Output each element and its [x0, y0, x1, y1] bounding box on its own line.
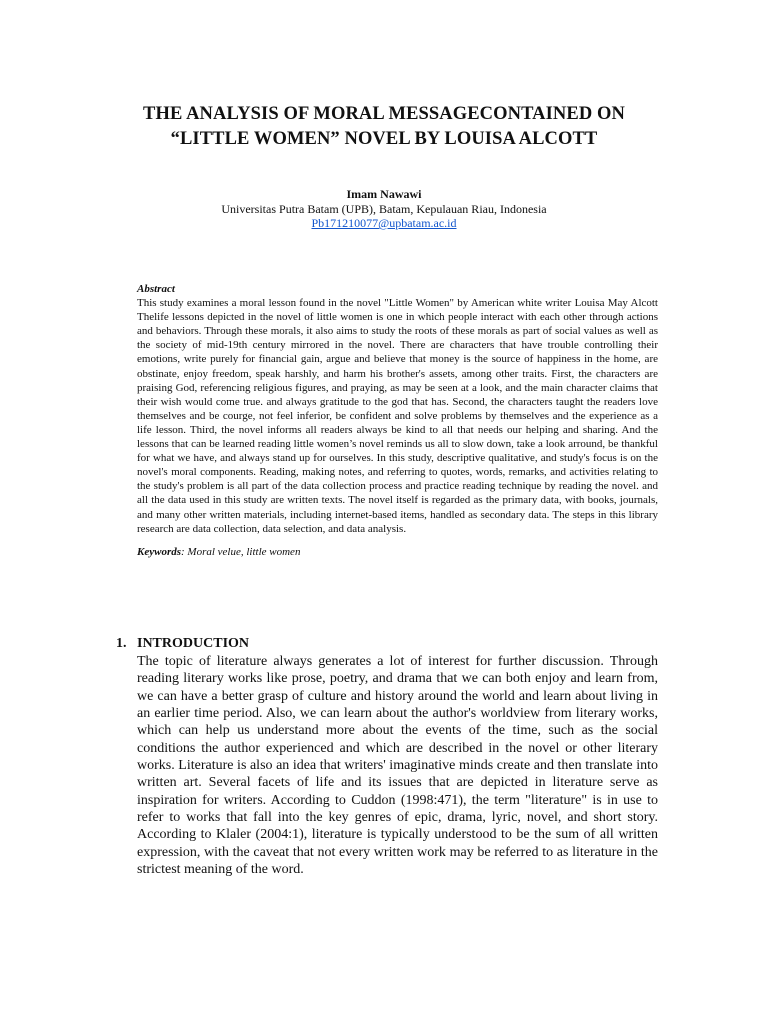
author-block: [100, 187, 668, 231]
keywords-value: : Moral velue, little women: [181, 545, 301, 558]
author-email-link[interactable]: Pb171210077@upbatam.ac.id: [311, 216, 457, 230]
section-heading-introduction: [116, 636, 249, 652]
abstract-heading: Abstract: [137, 283, 175, 295]
paper-title-line-2: “LITTLE WOMEN” NOVEL BY LOUISA ALCOTT: [170, 129, 598, 149]
keywords-label: Keywords: [137, 545, 181, 558]
introduction-paragraph: The topic of literature always generates a lot of interest for further discussion. Through reading literary works like prose, poetry, and drama that we can both enjoy and learn from, we can have a better grasp of culture and history around the world and learn about living in an earlier time period. Also, we can learn about the author's worldview from literary works, which can help us understand more about the events of the time, such as the social conditions the author experienced and which are described in the novel or other literary works. Literature is also an idea that writers' imaginative minds create and then translate into written art. Several facets of life and its issues that are depicted in literature serve as inspiration for writers. According to Cuddon (1998:471), the term "literature" is in use to refer to works that fall into the key genres of epic, drama, lyric, novel, and short story. According to Klaler (2004:1), literature is typically understood to be the sum of all written expression, with the caveat that not every written work may be referred to as literature in the strictest meaning of the word.: [137, 654, 658, 878]
abstract-text: This study examines a moral lesson found in the novel "Little Women" by American white writer Louisa May Alcott Thelife lessons depicted in the novel of little women is one in which people interact with each other through actions and behaviors. Through these morals, it also aims to study the roots of these morals as part of social values as well as the society of mid-19th century mirrored in the novel. There are characters that have trouble controlling their emotions, write purely for financial gain, argue and believe that money is the source of happiness in the home, are obstinate, enjoy freedom, speak harshly, and harm his brother's assets, among other traits. First, the characters are praising God, referencing religious figures, and praying, as may be seen at a look, and the main character claims that their wish would come true. and always gratitude to the god that has. Second, the characters taught the readers love themselves and be courge, not feel inferior, be confident and solve problems by themselves and the experience as a life lesson. Third, the novel informs all readers always be kind to all that needs our helping and sharing. And the lessons that can be learned reading little women’s novel reminds us all to slow down, take a look arround, be thankful for what we have, and always stand up for ourselves. In this study, descriptive qualitative, and study's focus is on the novel's moral components. Reading, making notes, and referring to quotes, words, remarks, and activities relating to the study's problem is all part of the data collection process and practice reading technique by reading the novel. and all the data used in this study are written texts. The novel itself is regarded as the primary data, with books, journals, and many other written materials, including internet-based items, handled as secondary data. The steps in this library research are data collection, data selection, and data analysis.: [137, 297, 658, 535]
paper-title: [80, 102, 688, 152]
paper-title-line-1: THE ANALYSIS OF MORAL MESSAGECONTAINED ON: [143, 104, 625, 124]
section-title: INTRODUCTION: [137, 636, 250, 651]
section-number: 1.: [116, 636, 127, 651]
keywords-line: [137, 545, 658, 559]
author-name: Imam Nawawi: [346, 187, 422, 201]
abstract-section: [137, 282, 658, 559]
author-affiliation: Universitas Putra Batam (UPB), Batam, Kepulauan Riau, Indonesia: [221, 201, 547, 216]
